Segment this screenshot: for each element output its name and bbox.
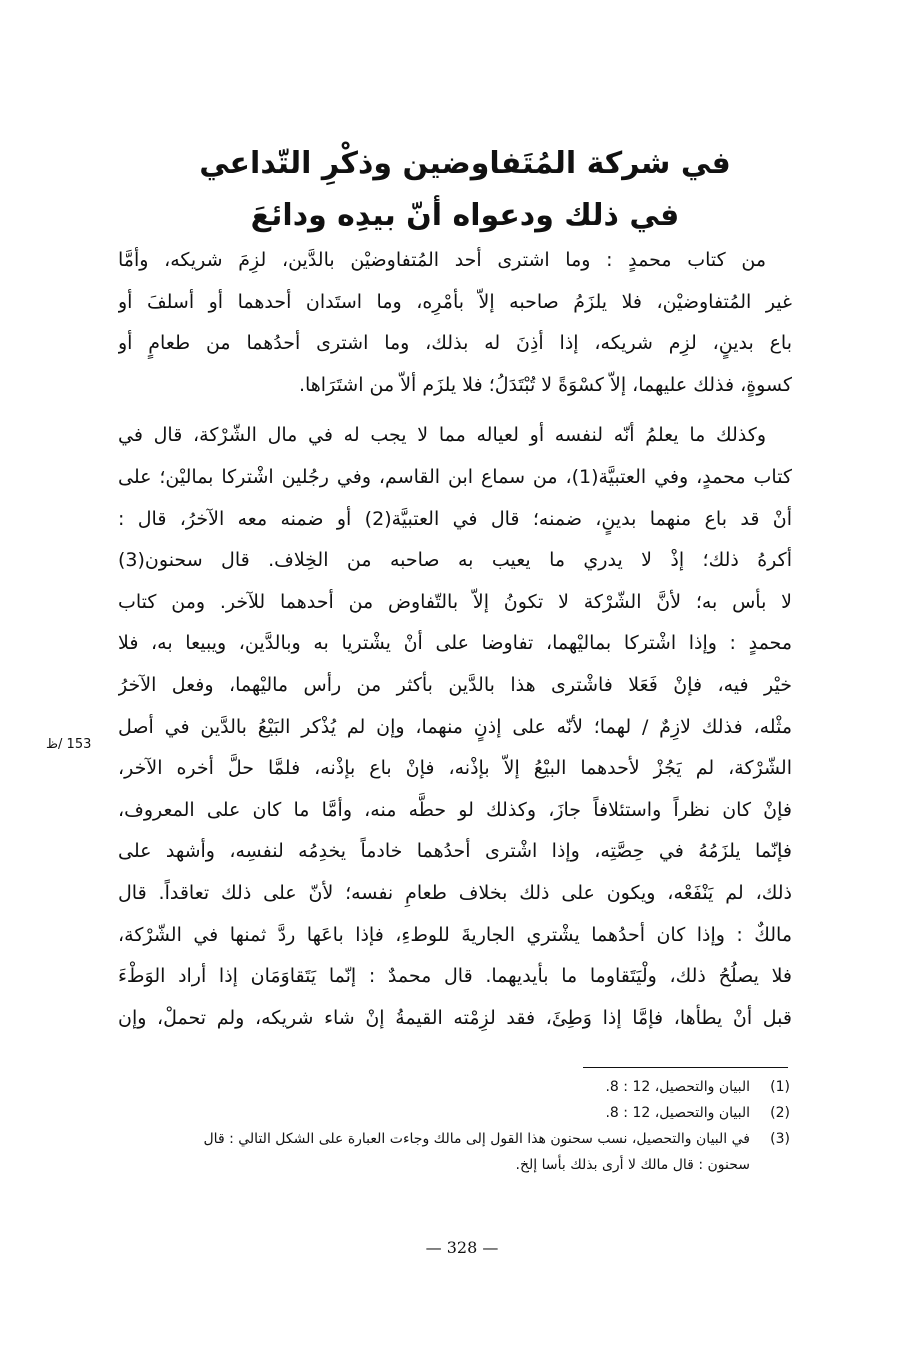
footnote-number: (1) — [770, 1079, 790, 1095]
footnote — [130, 1074, 790, 1100]
text-line: مالكٌ : وإذا كان أحدُهما يشْتري الجاريةَ للوطءِ، فإذا باعَها ردَّ ثمنها في الشّرْكة، — [118, 923, 792, 946]
text-line: أنْ قد باع منهما بدينٍ، ضمنه؛ قال في العتبيَّة(2) أو ضمنه معه الآخرُ، قال : — [118, 507, 792, 530]
footnote — [130, 1126, 790, 1178]
text-line: لا بأس به؛ لأنَّ الشّرْكة لا تكونُ إلاّ بالتّفاوض من أحدهما للآخر. ومن كتاب — [118, 590, 792, 613]
title-line-2: في ذلك ودعواه أنّ بيدِه ودائعَ — [250, 198, 680, 233]
text-line: محمدٍ : وإذا اشْتركا بماليْهما، تفاوضا على أنْ يشْتريا به وبالدَّين، ويبيعا به، فلا — [118, 632, 792, 655]
text-line: خيْر فيه، فإنْ فَعَلا فاشْترى هذا بالدَّين بأكثر من رأس ماليْهما، وفعل الآخرُ — [118, 673, 792, 696]
footnote-text-continued: سحنون : قال مالك لا أرى بذلك بأسا إلخ. — [515, 1157, 750, 1173]
text-line: من كتاب محمدٍ : وما اشترى أحد المُتفاوضيْن بالدَّين، لزِمَ شريكه، وأمَّا — [118, 249, 766, 271]
footnote — [130, 1100, 790, 1126]
footnotes — [130, 1074, 790, 1178]
text-line: ذلك، لم يَنْفَعْه، ويكون على ذلك بخلاف طعامِ نفسه؛ لأنّ على ذلك تعاقداً. قال — [118, 881, 792, 904]
text-line: فلا يصلُحُ ذلك، ولْيَتَقاوما ما بأيديهما. قال محمدٌ : إنّما يَتَقاوَمَان إذا أراد الوَطْءَ — [118, 965, 792, 988]
text-line: كسوةٍ، فذلك عليهما، إلاّ كسْوَةً لا تُبْتَدَلُ؛ فلا يلزَم ألاّ من اشتَرَاها. — [298, 373, 792, 396]
footnote-body — [130, 1126, 750, 1178]
text-line: كتاب محمدٍ، وفي العتبيَّة(1)، من سماع ابن القاسم، وفي رجُلين اشْتركا بماليْن؛ على — [118, 465, 792, 488]
text-line: مثْله، فذلك لازِمٌ / لهما؛ لأنّه على إذنٍ منهما، وإن لم يُذْكر البَيْعُ بالدَّين في أصل — [118, 715, 792, 738]
text-line: قبل أنْ يطأها، فإمَّا إذا وَطِئَ، فقد لزِمْته القيمةُ إنْ شاء شريكه، ولم تحملْ، وإن — [118, 1006, 792, 1029]
page-number: — 328 — — [425, 1238, 499, 1257]
text-line: غير المُتفاوضيْن، فلا يلزَمُ صاحبه إلاّ بأمْرِه، وما استَدان أحدهما أو أسلفَ أو — [118, 290, 792, 313]
title-line-1: في شركة المُتَفاوضين وذكْرِ التّداعي — [199, 146, 731, 181]
footnote-separator — [583, 1067, 788, 1068]
footnote-text: البيان والتحصيل، 12 : 8. — [605, 1105, 750, 1121]
text-line: الشّرْكة، لم يَجُزْ لأحدهما البيْعُ إلاّ بإذْنه، فإنْ باع بإذْنه، فلمَّا حلَّ أخره الآخر، — [118, 757, 792, 780]
text-line: فإنّما يلزَمُهُ في حِصَّتِه، وإذا اشْترى أحدُهما خادماً يخدِمُه لنفسِه، وأشهد على — [118, 840, 792, 863]
text-line: أكرهُ ذلك؛ إذْ لا يدري ما يعيب به صاحبه من الخِلاف. قال سحنون(3) — [118, 549, 792, 572]
footnote-text: البيان والتحصيل، 12 : 8. — [605, 1079, 750, 1095]
footnote-text: في البيان والتحصيل، نسب سحنون هذا القول إلى مالك وجاءت العبارة على الشكل التالي : قال — [203, 1131, 750, 1147]
footnote-number: (2) — [770, 1105, 790, 1121]
text-line: فإنْ كان نظراً واستئلافاً جازَ، وكذلك لو حطَّه منه، وأمَّا ما كان على المعروف، — [118, 798, 792, 821]
section-title — [150, 138, 780, 242]
text-line: باع بدينٍ، لزِم شريكه، إذا أذِنَ له بذلك، وما اشترى أحدُهما من طعامٍ أو — [118, 332, 792, 355]
body-text — [118, 240, 792, 1039]
paragraph-gap — [118, 406, 792, 415]
text-line: وكذلك ما يعلمُ أنّه لنفسه أو لعياله مما لا يجب له في مال الشّرْكة، قال في — [118, 424, 766, 447]
manuscript-folio-note: 153 /ظ — [46, 737, 92, 752]
footnote-number: (3) — [770, 1131, 790, 1147]
